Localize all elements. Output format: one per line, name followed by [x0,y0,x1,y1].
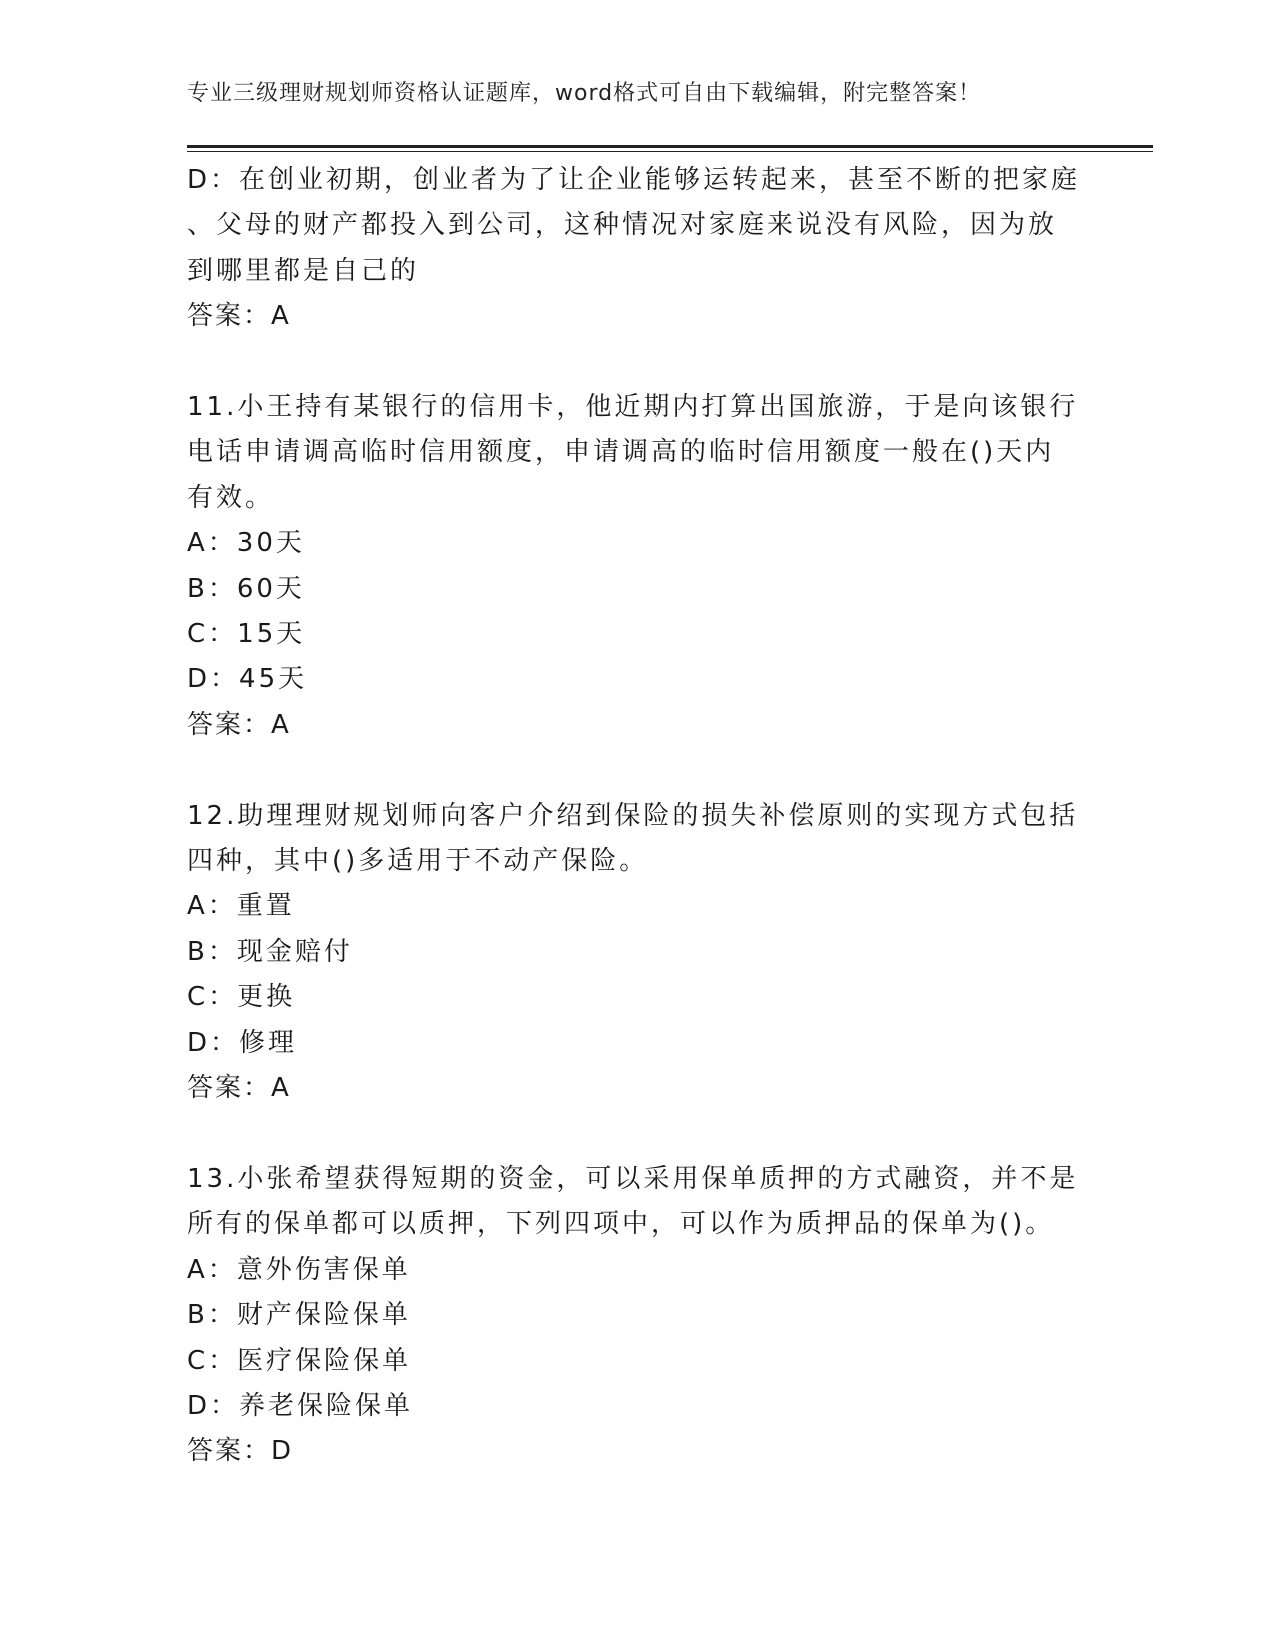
option-c: C：更换 [187,982,296,1013]
option-a: A：30天 [187,528,305,559]
option-line: 、父母的财产都投入到公司，这种情况对家庭来说没有风险，因为放 [187,210,1058,241]
option-a: A：重置 [187,891,295,922]
answer-line: 答案：D [187,1436,294,1467]
header-divider-thick [187,145,1153,148]
question-stem-line: 有效。 [187,482,275,513]
header-divider-thin [187,151,1153,152]
option-line: D：在创业初期，创业者为了让企业能够运转起来，甚至不断的把家庭 [187,165,1081,195]
question-stem-line: 四种，其中()多适用于不动产保险。 [187,846,649,877]
answer-line: 答案：A [187,1073,291,1104]
option-c: C：15天 [187,619,306,650]
spacer [187,1112,1087,1157]
question-stem-line: 13.小张希望获得短期的资金，可以采用保单质押的方式融资，并不是 [187,1163,1079,1194]
question-stem-line: 所有的保单都可以质押，下列四项中，可以作为质押品的保单为()。 [187,1209,1055,1240]
option-b: B：财产保险保单 [187,1300,411,1331]
question-stem-line: 11.小王持有某银行的信用卡，他近期内打算出国旅游，于是向该银行 [187,392,1079,423]
question-stem-line: 电话申请调高临时信用额度，申请调高的临时信用额度一般在()天内 [187,437,1055,468]
option-b: B：现金赔付 [187,936,353,967]
spacer [187,748,1087,793]
option-line: 到哪里都是自己的 [187,255,420,286]
option-d: D：修理 [187,1027,298,1058]
answer-line: 答案：A [187,709,291,740]
option-a: A：意外伤害保单 [187,1254,411,1285]
question-stem-line: 12.助理理财规划师向客户介绍到保险的损失补偿原则的实现方式包括 [187,800,1079,831]
page-header: 专业三级理财规划师资格认证题库，word格式可自由下载编辑，附完整答案！ [187,81,982,106]
option-b: B：60天 [187,573,305,604]
question-content [187,158,1087,1475]
option-c: C：医疗保险保单 [187,1345,412,1376]
option-d: D：养老保险保单 [187,1390,414,1421]
spacer [187,340,1087,385]
option-d: D：45天 [187,664,308,695]
answer-line: 答案：A [187,301,291,332]
